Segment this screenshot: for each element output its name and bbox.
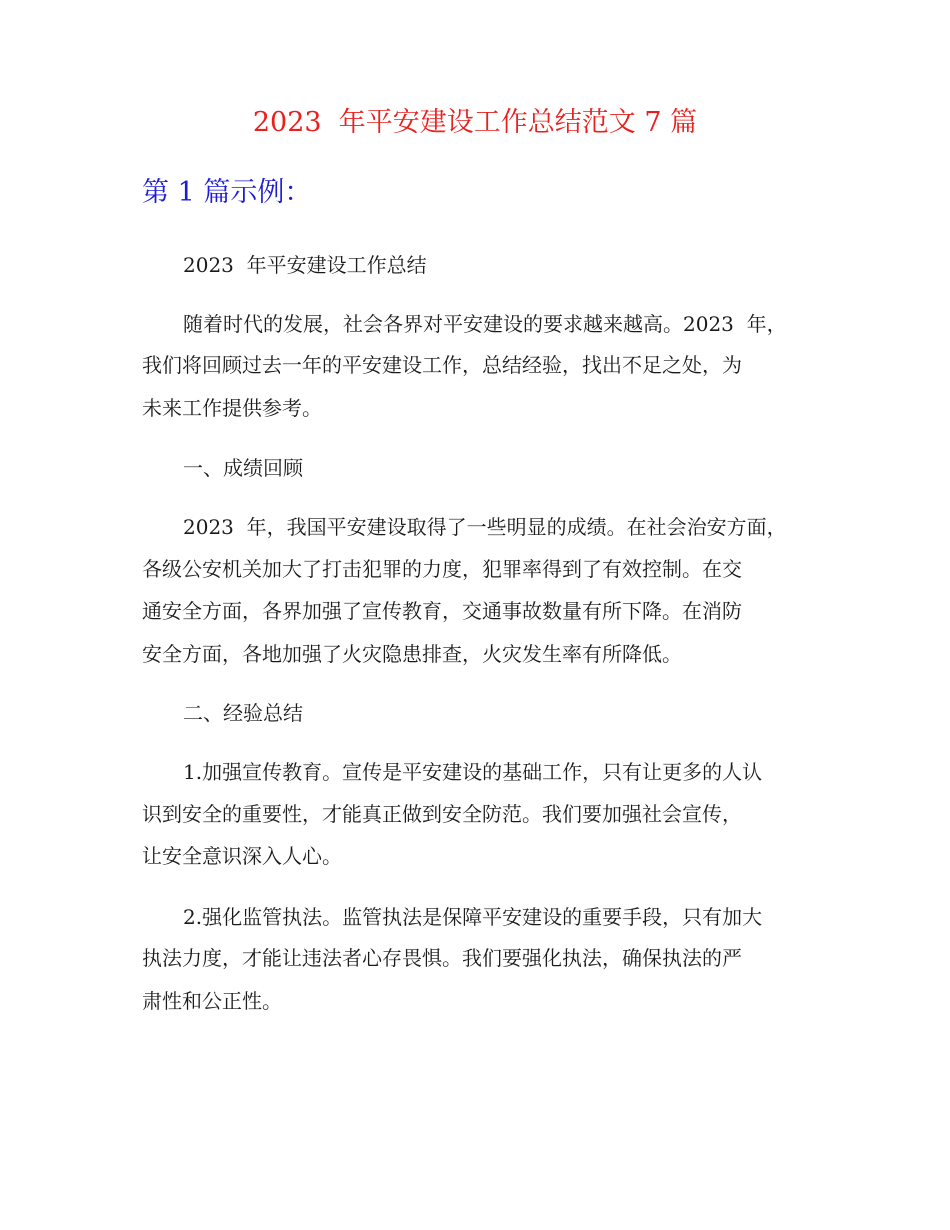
intro-line-1: 随着时代的发展，社会各界对平安建设的要求越来越高。2023 年， [183, 312, 787, 336]
point-1-line-1: 1.加强宣传教育。宣传是平安建设的基础工作，只有让更多的人认 [183, 760, 763, 784]
point-1-line-2: 识到安全的重要性，才能真正做到安全防范。我们要加强社会宣传， [142, 802, 742, 826]
point-2-line-1: 2.强化监管执法。监管执法是保障平安建设的重要手段，只有加大 [183, 905, 763, 929]
achievements-line-2: 各级公安机关加大了打击犯罪的力度，犯罪率得到了有效控制。在交 [142, 557, 742, 581]
intro-line-2: 我们将回顾过去一年的平安建设工作，总结经验，找出不足之处，为 [142, 353, 742, 377]
achievements-line-1: 2023 年，我国平安建设取得了一些明显的成绩。在社会治安方面， [183, 515, 787, 539]
article-subtitle: 2023 年平安建设工作总结 [183, 253, 427, 277]
point-2-line-2: 执法力度，才能让违法者心存畏惧。我们要强化执法，确保执法的严 [142, 946, 742, 970]
document-title: 2023 年平安建设工作总结范文 7 篇 [252, 107, 698, 138]
heading-experience: 二、经验总结 [183, 701, 303, 725]
section-heading: 第 1 篇示例： [142, 177, 312, 208]
intro-line-3: 未来工作提供参考。 [142, 396, 322, 420]
heading-achievements: 一、成绩回顾 [183, 456, 303, 480]
achievements-line-3: 通安全方面，各界加强了宣传教育，交通事故数量有所下降。在消防 [142, 599, 742, 623]
achievements-line-4: 安全方面，各地加强了火灾隐患排查，火灾发生率有所降低。 [142, 642, 682, 666]
point-1-line-3: 让安全意识深入人心。 [142, 844, 342, 868]
point-2-line-3: 肃性和公正性。 [142, 989, 282, 1013]
